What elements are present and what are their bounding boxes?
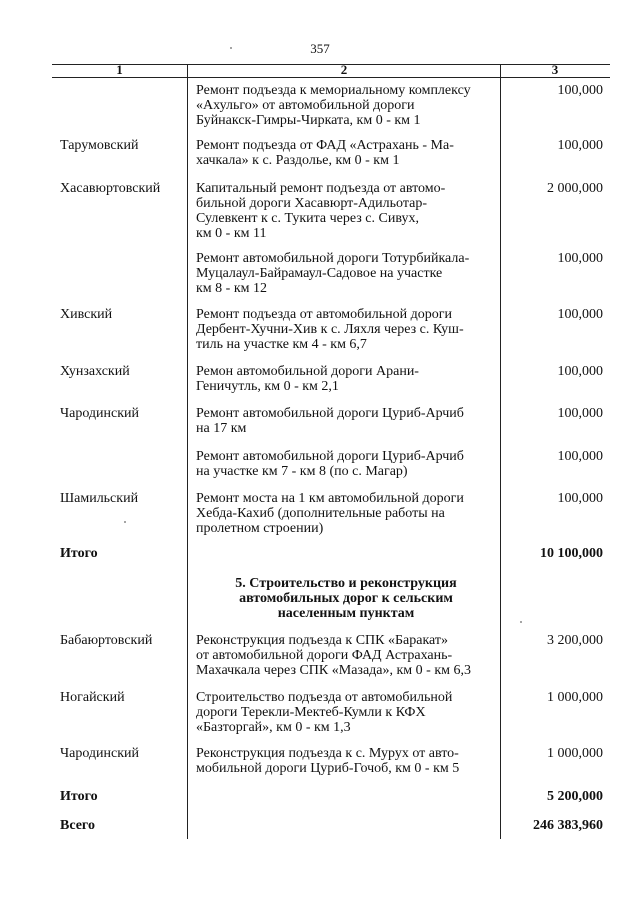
amount: 100,000 [557, 83, 603, 98]
section-heading [196, 576, 496, 621]
scan-speck [124, 521, 126, 523]
work-description [196, 746, 496, 776]
work-description-line: Реконструкция подъезда к с. Мурух от авто- [196, 746, 459, 761]
work-description-line: км 0 - км 11 [196, 226, 267, 241]
header-col-1: 1 [116, 62, 123, 77]
amount: 1 000,000 [547, 690, 603, 705]
work-description-line: Муцалаул-Байрамаул-Садовое на участке [196, 266, 443, 281]
work-description [196, 364, 496, 394]
work-description-line: от автомобильной дороги ФАД Астрахань- [196, 648, 453, 663]
work-description-line: Строительство подъезда от автомобильной [196, 690, 453, 705]
district-name: Шамильский [60, 491, 139, 506]
work-description-line: Сулевкент к с. Тукита через с. Сивух, [196, 211, 419, 226]
amount: 246 383,960 [533, 818, 603, 833]
work-description-line: Геничутль, км 0 - км 2,1 [196, 379, 339, 394]
amount: 3 200,000 [547, 633, 603, 648]
amount: 100,000 [557, 307, 603, 322]
work-description [196, 251, 496, 296]
district-name: Итого [60, 789, 98, 804]
district-name: Чародинский [60, 406, 140, 421]
work-description-line: «Базторгай», км 0 - км 1,3 [196, 720, 351, 735]
page-number: 357 [310, 41, 330, 56]
work-description [196, 633, 496, 678]
work-description [196, 449, 496, 479]
district-name: Ногайский [60, 690, 125, 705]
amount: 2 000,000 [547, 181, 603, 196]
column-divider-1 [187, 64, 188, 839]
amount: 100,000 [557, 406, 603, 421]
work-description-line: Ремонт подъезда от ФАД «Астрахань - Ма- [196, 138, 454, 153]
work-description-line: пролетном строении) [196, 521, 324, 536]
amount: 10 100,000 [540, 546, 603, 561]
work-description-line: Ремонт автомобильной дороги Цуриб-Арчиб [196, 449, 464, 464]
work-description-line: «Ахульго» от автомобильной дороги [196, 98, 415, 113]
work-description [196, 83, 496, 128]
amount: 1 000,000 [547, 746, 603, 761]
amount: 100,000 [557, 491, 603, 506]
district-name: Итого [60, 546, 98, 561]
work-description-line: Махачкала через СПК «Мазада», км 0 - км 6,3 [196, 663, 471, 678]
work-description-line: Ремонт автомобильной дороги Тотурбийкала- [196, 251, 470, 266]
section-heading-line: населенным пунктам [277, 606, 415, 621]
district-name: Всего [60, 818, 95, 833]
work-description [196, 491, 496, 536]
district-name: Чародинский [60, 746, 140, 761]
work-description-line: Ремон автомобильной дороги Арани- [196, 364, 419, 379]
district-name: Бабаюртовский [60, 633, 153, 648]
work-description [196, 406, 496, 436]
work-description-line: Ремонт подъезда к мемориальному комплексу [196, 83, 471, 98]
work-description-line: мобильной дороги Цуриб-Гочоб, км 0 - км 5 [196, 761, 460, 776]
work-description [196, 181, 496, 241]
section-heading-line: автомобильных дорог к сельским [239, 591, 453, 606]
district-name: Хивский [60, 307, 113, 322]
district-name: Тарумовский [60, 138, 139, 153]
work-description-line: тиль на участке км 4 - км 6,7 [196, 337, 367, 352]
amount: 100,000 [557, 364, 603, 379]
work-description-line: дороги Терекли-Мектеб-Кумли к КФХ [196, 705, 426, 720]
work-description-line: хачкала» к с. Раздолье, км 0 - км 1 [196, 153, 400, 168]
scan-speck [520, 621, 522, 623]
work-description-line: Ремонт моста на 1 км автомобильной дороги [196, 491, 464, 506]
district-name: Хасавюртовский [60, 181, 161, 196]
amount: 100,000 [557, 138, 603, 153]
work-description [196, 138, 496, 168]
work-description-line: на участке км 7 - км 8 (по с. Магар) [196, 464, 408, 479]
amount: 100,000 [557, 449, 603, 464]
work-description-line: Хебда-Кахиб (дополнительные работы на [196, 506, 445, 521]
work-description-line: км 8 - км 12 [196, 281, 267, 296]
work-description-line: Реконструкция подъезда к СПК «Баракат» [196, 633, 449, 648]
scan-speck [230, 47, 232, 49]
work-description-line: Буйнакск-Гимры-Чирката, км 0 - км 1 [196, 113, 421, 128]
work-description-line: Капитальный ремонт подъезда от автомо- [196, 181, 446, 196]
work-description-line: Ремонт подъезда от автомобильной дороги [196, 307, 452, 322]
work-description-line: бильной дороги Хасавюрт-Адильотар- [196, 196, 427, 211]
amount: 100,000 [557, 251, 603, 266]
amount: 5 200,000 [547, 789, 603, 804]
column-divider-2 [500, 64, 501, 839]
district-name: Хунзахский [60, 364, 130, 379]
work-description-line: Дербент-Хучни-Хив к с. Ляхля через с. Куш- [196, 322, 464, 337]
section-heading-line: 5. Строительство и реконструкция [235, 576, 457, 591]
work-description [196, 690, 496, 735]
work-description-line: Ремонт автомобильной дороги Цуриб-Арчиб [196, 406, 464, 421]
work-description [196, 307, 496, 352]
header-col-2: 2 [340, 62, 348, 77]
header-col-3: 3 [551, 62, 559, 77]
work-description-line: на 17 км [196, 421, 247, 436]
